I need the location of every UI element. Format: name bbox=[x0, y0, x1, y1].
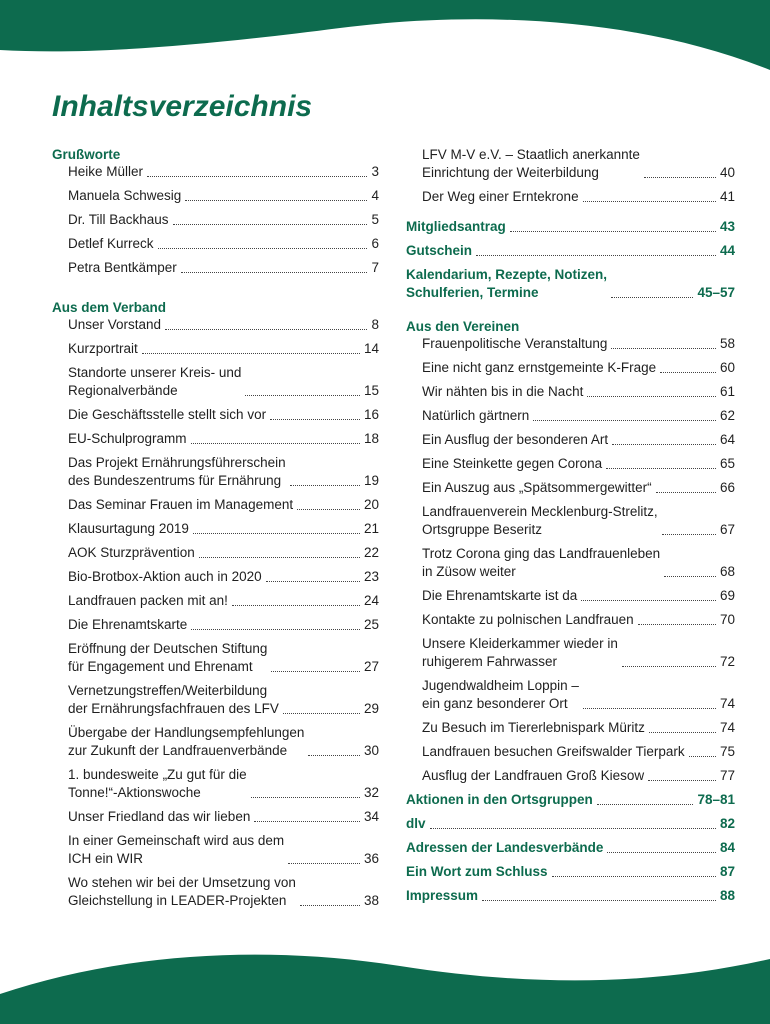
toc-leader-dots bbox=[254, 821, 360, 822]
toc-leader-dots bbox=[656, 492, 716, 493]
toc-entry bbox=[406, 266, 735, 302]
toc-entry-title: Impressum bbox=[406, 888, 479, 903]
toc-leader-dots bbox=[611, 348, 716, 349]
toc-entry bbox=[52, 808, 379, 826]
toc-leader-dots bbox=[266, 581, 360, 582]
section-title-vereine: Aus den Vereinen bbox=[406, 319, 520, 334]
toc-entry-title: Das Projekt Ernährungsführerschein des Bundeszentrums für Ernährung bbox=[68, 455, 286, 488]
toc-entry-title: LFV M-V e.V. – Staatlich anerkannte Einrichtung der Weiterbildung bbox=[422, 147, 640, 180]
toc-page-number: 88 bbox=[719, 888, 735, 903]
toc-leader-dots bbox=[583, 201, 716, 202]
toc-list-verband bbox=[52, 316, 379, 910]
toc-leader-dots bbox=[552, 876, 716, 877]
toc-list-main bbox=[406, 218, 735, 302]
toc-entry bbox=[406, 791, 735, 809]
toc-leader-dots bbox=[689, 756, 716, 757]
toc-page-number: 44 bbox=[719, 243, 735, 258]
toc-entry-title: AOK Sturzprävention bbox=[68, 545, 195, 560]
toc-entry bbox=[52, 616, 379, 634]
toc-page-number: 21 bbox=[363, 521, 379, 536]
toc-list-lfv bbox=[406, 146, 735, 206]
toc-entry bbox=[52, 724, 379, 760]
toc-leader-dots bbox=[181, 272, 368, 273]
toc-entry-title: Trotz Corona ging das Landfrauenleben in Züsow weiter bbox=[422, 546, 661, 579]
toc-leader-dots bbox=[199, 557, 360, 558]
toc-leader-dots bbox=[607, 852, 716, 853]
toc-leader-dots bbox=[147, 176, 367, 177]
toc-leader-dots bbox=[587, 396, 716, 397]
toc-entry-title: Landfrauen besuchen Greifswalder Tierpark bbox=[422, 744, 685, 759]
section-title-verband: Aus dem Verband bbox=[52, 300, 167, 315]
toc-page-number: 16 bbox=[363, 407, 379, 422]
toc-entry-title: Unser Vorstand bbox=[68, 317, 162, 332]
toc-page-number: 87 bbox=[719, 864, 735, 879]
toc-list-grussworte bbox=[52, 163, 379, 277]
toc-entry bbox=[406, 218, 735, 236]
toc-entry bbox=[52, 682, 379, 718]
toc-entry-title: Aktionen in den Ortsgruppen bbox=[406, 792, 593, 807]
toc-page-number: 82 bbox=[719, 816, 735, 831]
toc-leader-dots bbox=[611, 297, 693, 298]
toc-entry-title: Detlef Kurreck bbox=[68, 236, 154, 251]
toc-entry-title: Der Weg einer Erntekrone bbox=[422, 189, 579, 204]
toc-entry-title: dlv bbox=[406, 816, 426, 831]
toc-entry bbox=[406, 839, 735, 857]
toc-leader-dots bbox=[510, 231, 716, 232]
toc-entry-title: Bio-Brotbox-Aktion auch in 2020 bbox=[68, 569, 262, 584]
toc-leader-dots bbox=[185, 200, 367, 201]
toc-page-number: 41 bbox=[719, 189, 735, 204]
toc-entry bbox=[52, 592, 379, 610]
toc-entry-title: EU-Schulprogramm bbox=[68, 431, 187, 446]
toc-entry-title: Die Ehrenamtskarte bbox=[68, 617, 188, 632]
toc-entry bbox=[406, 335, 735, 353]
toc-entry bbox=[406, 767, 735, 785]
toc-entry bbox=[406, 242, 735, 260]
toc-entry-title: Kalendarium, Rezepte, Notizen, Schulferien, Termine bbox=[406, 267, 608, 300]
toc-leader-dots bbox=[173, 224, 368, 225]
toc-leader-dots bbox=[165, 329, 367, 330]
toc-entry bbox=[52, 874, 379, 910]
toc-entry-title: Ein Wort zum Schluss bbox=[406, 864, 548, 879]
toc-entry bbox=[406, 743, 735, 761]
toc-entry-title: Kurzportrait bbox=[68, 341, 138, 356]
toc-page-number: 60 bbox=[719, 360, 735, 375]
toc-page-number: 67 bbox=[719, 522, 735, 537]
toc-leader-dots bbox=[660, 372, 716, 373]
toc-leader-dots bbox=[142, 353, 360, 354]
toc-entry bbox=[52, 340, 379, 358]
toc-page-number: 38 bbox=[363, 893, 379, 908]
toc-entry bbox=[406, 587, 735, 605]
toc-page-number: 7 bbox=[371, 260, 379, 275]
toc-entry-title: Wir nähten bis in die Nacht bbox=[422, 384, 584, 399]
toc-entry bbox=[406, 635, 735, 671]
toc-entry bbox=[52, 211, 379, 229]
toc-leader-dots bbox=[581, 600, 716, 601]
toc-page-number: 58 bbox=[719, 336, 735, 351]
toc-entry bbox=[52, 568, 379, 586]
toc-leader-dots bbox=[482, 900, 716, 901]
toc-page-number: 62 bbox=[719, 408, 735, 423]
toc-leader-dots bbox=[308, 755, 360, 756]
section-title-grussworte: Grußworte bbox=[52, 147, 121, 162]
toc-page-number: 74 bbox=[719, 720, 735, 735]
toc-entry bbox=[406, 815, 735, 833]
toc-entry-title: Natürlich gärtnern bbox=[422, 408, 530, 423]
toc-leader-dots bbox=[649, 732, 716, 733]
toc-leader-dots bbox=[583, 708, 716, 709]
toc-leader-dots bbox=[476, 255, 716, 256]
toc-leader-dots bbox=[288, 863, 360, 864]
toc-entry bbox=[52, 430, 379, 448]
toc-leader-dots bbox=[622, 666, 716, 667]
toc-entry bbox=[406, 188, 735, 206]
toc-leader-dots bbox=[193, 533, 360, 534]
toc-page-number: 74 bbox=[719, 696, 735, 711]
toc-page-number: 15 bbox=[363, 383, 379, 398]
toc-leader-dots bbox=[533, 420, 716, 421]
toc-entry-title: Jugendwaldheim Loppin – ein ganz besonderer Ort bbox=[422, 678, 579, 711]
toc-entry-title: Unser Friedland das wir lieben bbox=[68, 809, 251, 824]
toc-entry-title: Die Ehrenamtskarte ist da bbox=[422, 588, 578, 603]
toc-leader-dots bbox=[232, 605, 360, 606]
toc-page-number: 61 bbox=[719, 384, 735, 399]
toc-leader-dots bbox=[191, 443, 360, 444]
toc-page-number: 70 bbox=[719, 612, 735, 627]
toc-leader-dots bbox=[297, 509, 360, 510]
toc-entry bbox=[52, 496, 379, 514]
toc-entry-title: Das Seminar Frauen im Management bbox=[68, 497, 294, 512]
toc-leader-dots bbox=[251, 797, 360, 798]
toc-page-number: 4 bbox=[371, 188, 379, 203]
toc-entry bbox=[406, 146, 735, 182]
toc-page-number: 20 bbox=[363, 497, 379, 512]
toc-leader-dots bbox=[606, 468, 716, 469]
toc-page-number: 18 bbox=[363, 431, 379, 446]
toc-entry bbox=[52, 520, 379, 538]
toc-leader-dots bbox=[430, 828, 716, 829]
toc-leader-dots bbox=[644, 177, 716, 178]
toc-page-number: 36 bbox=[363, 851, 379, 866]
toc-page-number: 75 bbox=[719, 744, 735, 759]
toc-entry-title: Landfrauen packen mit an! bbox=[68, 593, 228, 608]
toc-entry-title: Die Geschäftsstelle stellt sich vor bbox=[68, 407, 267, 422]
toc-entry bbox=[52, 316, 379, 334]
toc-entry-title: Unsere Kleiderkammer wieder in ruhigerem Fahrwasser bbox=[422, 636, 618, 669]
toc-entry-title: Ein Ausflug der besonderen Art bbox=[422, 432, 609, 447]
toc-entry-title: Eröffnung der Deutschen Stiftung für Engagement und Ehrenamt bbox=[68, 641, 268, 674]
bottom-wave-decoration bbox=[0, 934, 770, 1024]
toc-list-bottom bbox=[406, 791, 735, 905]
toc-page-number: 45–57 bbox=[697, 285, 735, 300]
toc-entry bbox=[406, 431, 735, 449]
toc-leader-dots bbox=[664, 576, 716, 577]
toc-entry bbox=[406, 719, 735, 737]
toc-leader-dots bbox=[290, 485, 360, 486]
toc-entry bbox=[52, 187, 379, 205]
toc-page-number: 72 bbox=[719, 654, 735, 669]
toc-page-number: 14 bbox=[363, 341, 379, 356]
toc-entry bbox=[52, 406, 379, 424]
toc-entry bbox=[406, 455, 735, 473]
toc-leader-dots bbox=[158, 248, 368, 249]
toc-page-number: 6 bbox=[371, 236, 379, 251]
toc-entry-title: Ausflug der Landfrauen Groß Kiesow bbox=[422, 768, 645, 783]
toc-entry-title: 1. bundesweite „Zu gut für die Tonne!“-Aktionswoche bbox=[68, 767, 247, 800]
toc-leader-dots bbox=[597, 804, 694, 805]
toc-entry bbox=[406, 545, 735, 581]
toc-entry-title: Vernetzungstreffen/Weiterbildung der Ernährungsfachfrauen des LFV bbox=[68, 683, 279, 716]
toc-page-number: 29 bbox=[363, 701, 379, 716]
toc-entry bbox=[52, 163, 379, 181]
toc-leader-dots bbox=[191, 629, 360, 630]
toc-page-number: 84 bbox=[719, 840, 735, 855]
toc-entry-title: Adressen der Landesverbände bbox=[406, 840, 604, 855]
toc-leader-dots bbox=[300, 905, 360, 906]
toc-entry bbox=[52, 259, 379, 277]
toc-entry bbox=[52, 235, 379, 253]
toc-page-number: 27 bbox=[363, 659, 379, 674]
toc-entry bbox=[406, 863, 735, 881]
toc-entry-title: Wo stehen wir bei der Umsetzung von Gleichstellung in LEADER-Projekten bbox=[68, 875, 296, 908]
toc-page-number: 68 bbox=[719, 564, 735, 579]
toc-entry bbox=[406, 359, 735, 377]
toc-entry-title: Landfrauenverein Mecklenburg-Strelitz, Ortsgruppe Beseritz bbox=[422, 504, 658, 537]
toc-page-number: 22 bbox=[363, 545, 379, 560]
toc-leader-dots bbox=[245, 395, 360, 396]
toc-entry-title: In einer Gemeinschaft wird aus dem ICH ein WIR bbox=[68, 833, 285, 866]
toc-right-column bbox=[406, 146, 735, 911]
toc-page-number: 64 bbox=[719, 432, 735, 447]
toc-entry bbox=[406, 407, 735, 425]
toc-list-vereine bbox=[406, 335, 735, 785]
toc-leader-dots bbox=[270, 419, 360, 420]
toc-entry-title: Manuela Schwesig bbox=[68, 188, 182, 203]
toc-page-number: 32 bbox=[363, 785, 379, 800]
toc-entry-title: Zu Besuch im Tiererlebnispark Müritz bbox=[422, 720, 645, 735]
toc-entry-title: Klausurtagung 2019 bbox=[68, 521, 189, 536]
toc-entry-title: Eine nicht ganz ernstgemeinte K-Frage bbox=[422, 360, 657, 375]
toc-page-number: 19 bbox=[363, 473, 379, 488]
toc-left-column bbox=[52, 146, 379, 916]
toc-leader-dots bbox=[271, 671, 360, 672]
toc-page-number: 40 bbox=[719, 165, 735, 180]
toc-entry bbox=[52, 544, 379, 562]
toc-entry bbox=[406, 677, 735, 713]
toc-page-number: 43 bbox=[719, 219, 735, 234]
toc-leader-dots bbox=[662, 534, 716, 535]
toc-entry bbox=[406, 611, 735, 629]
toc-page-number: 65 bbox=[719, 456, 735, 471]
toc-entry bbox=[406, 503, 735, 539]
toc-page-number: 23 bbox=[363, 569, 379, 584]
toc-entry-title: Standorte unserer Kreis- und Regionalverbände bbox=[68, 365, 242, 398]
toc-leader-dots bbox=[612, 444, 716, 445]
toc-leader-dots bbox=[283, 713, 360, 714]
toc-page-number: 24 bbox=[363, 593, 379, 608]
toc-leader-dots bbox=[648, 780, 716, 781]
toc-page-number: 25 bbox=[363, 617, 379, 632]
toc-entry-title: Übergabe der Handlungsempfehlungen zur Zukunft der Landfrauenverbände bbox=[68, 725, 305, 758]
toc-entry-title: Kontakte zu polnischen Landfrauen bbox=[422, 612, 634, 627]
toc-entry-title: Mitgliedsantrag bbox=[406, 219, 506, 234]
toc-page-number: 8 bbox=[371, 317, 379, 332]
toc-entry-title: Ein Auszug aus „Spätsommergewitter“ bbox=[422, 480, 652, 495]
toc-entry bbox=[406, 887, 735, 905]
top-wave-decoration bbox=[0, 0, 770, 90]
toc-page-number: 5 bbox=[371, 212, 379, 227]
toc-entry bbox=[406, 383, 735, 401]
toc-page-number: 78–81 bbox=[697, 792, 735, 807]
toc-page-number: 77 bbox=[719, 768, 735, 783]
toc-entry-title: Petra Bentkämper bbox=[68, 260, 177, 275]
toc-entry bbox=[52, 364, 379, 400]
toc-entry-title: Eine Steinkette gegen Corona bbox=[422, 456, 603, 471]
toc-entry-title: Dr. Till Backhaus bbox=[68, 212, 169, 227]
toc-page-number: 30 bbox=[363, 743, 379, 758]
toc-page-number: 69 bbox=[719, 588, 735, 603]
toc-entry bbox=[52, 640, 379, 676]
toc-page-number: 34 bbox=[363, 809, 379, 824]
toc-page-number: 3 bbox=[371, 164, 379, 179]
toc-entry-title: Gutschein bbox=[406, 243, 473, 258]
toc-entry bbox=[52, 832, 379, 868]
page-title: Inhaltsverzeichnis bbox=[52, 90, 313, 123]
toc-page-number: 66 bbox=[719, 480, 735, 495]
toc-entry-title: Frauenpolitische Veranstaltung bbox=[422, 336, 608, 351]
toc-entry bbox=[406, 479, 735, 497]
toc-leader-dots bbox=[638, 624, 716, 625]
toc-entry-title: Heike Müller bbox=[68, 164, 144, 179]
toc-entry bbox=[52, 766, 379, 802]
toc-entry bbox=[52, 454, 379, 490]
